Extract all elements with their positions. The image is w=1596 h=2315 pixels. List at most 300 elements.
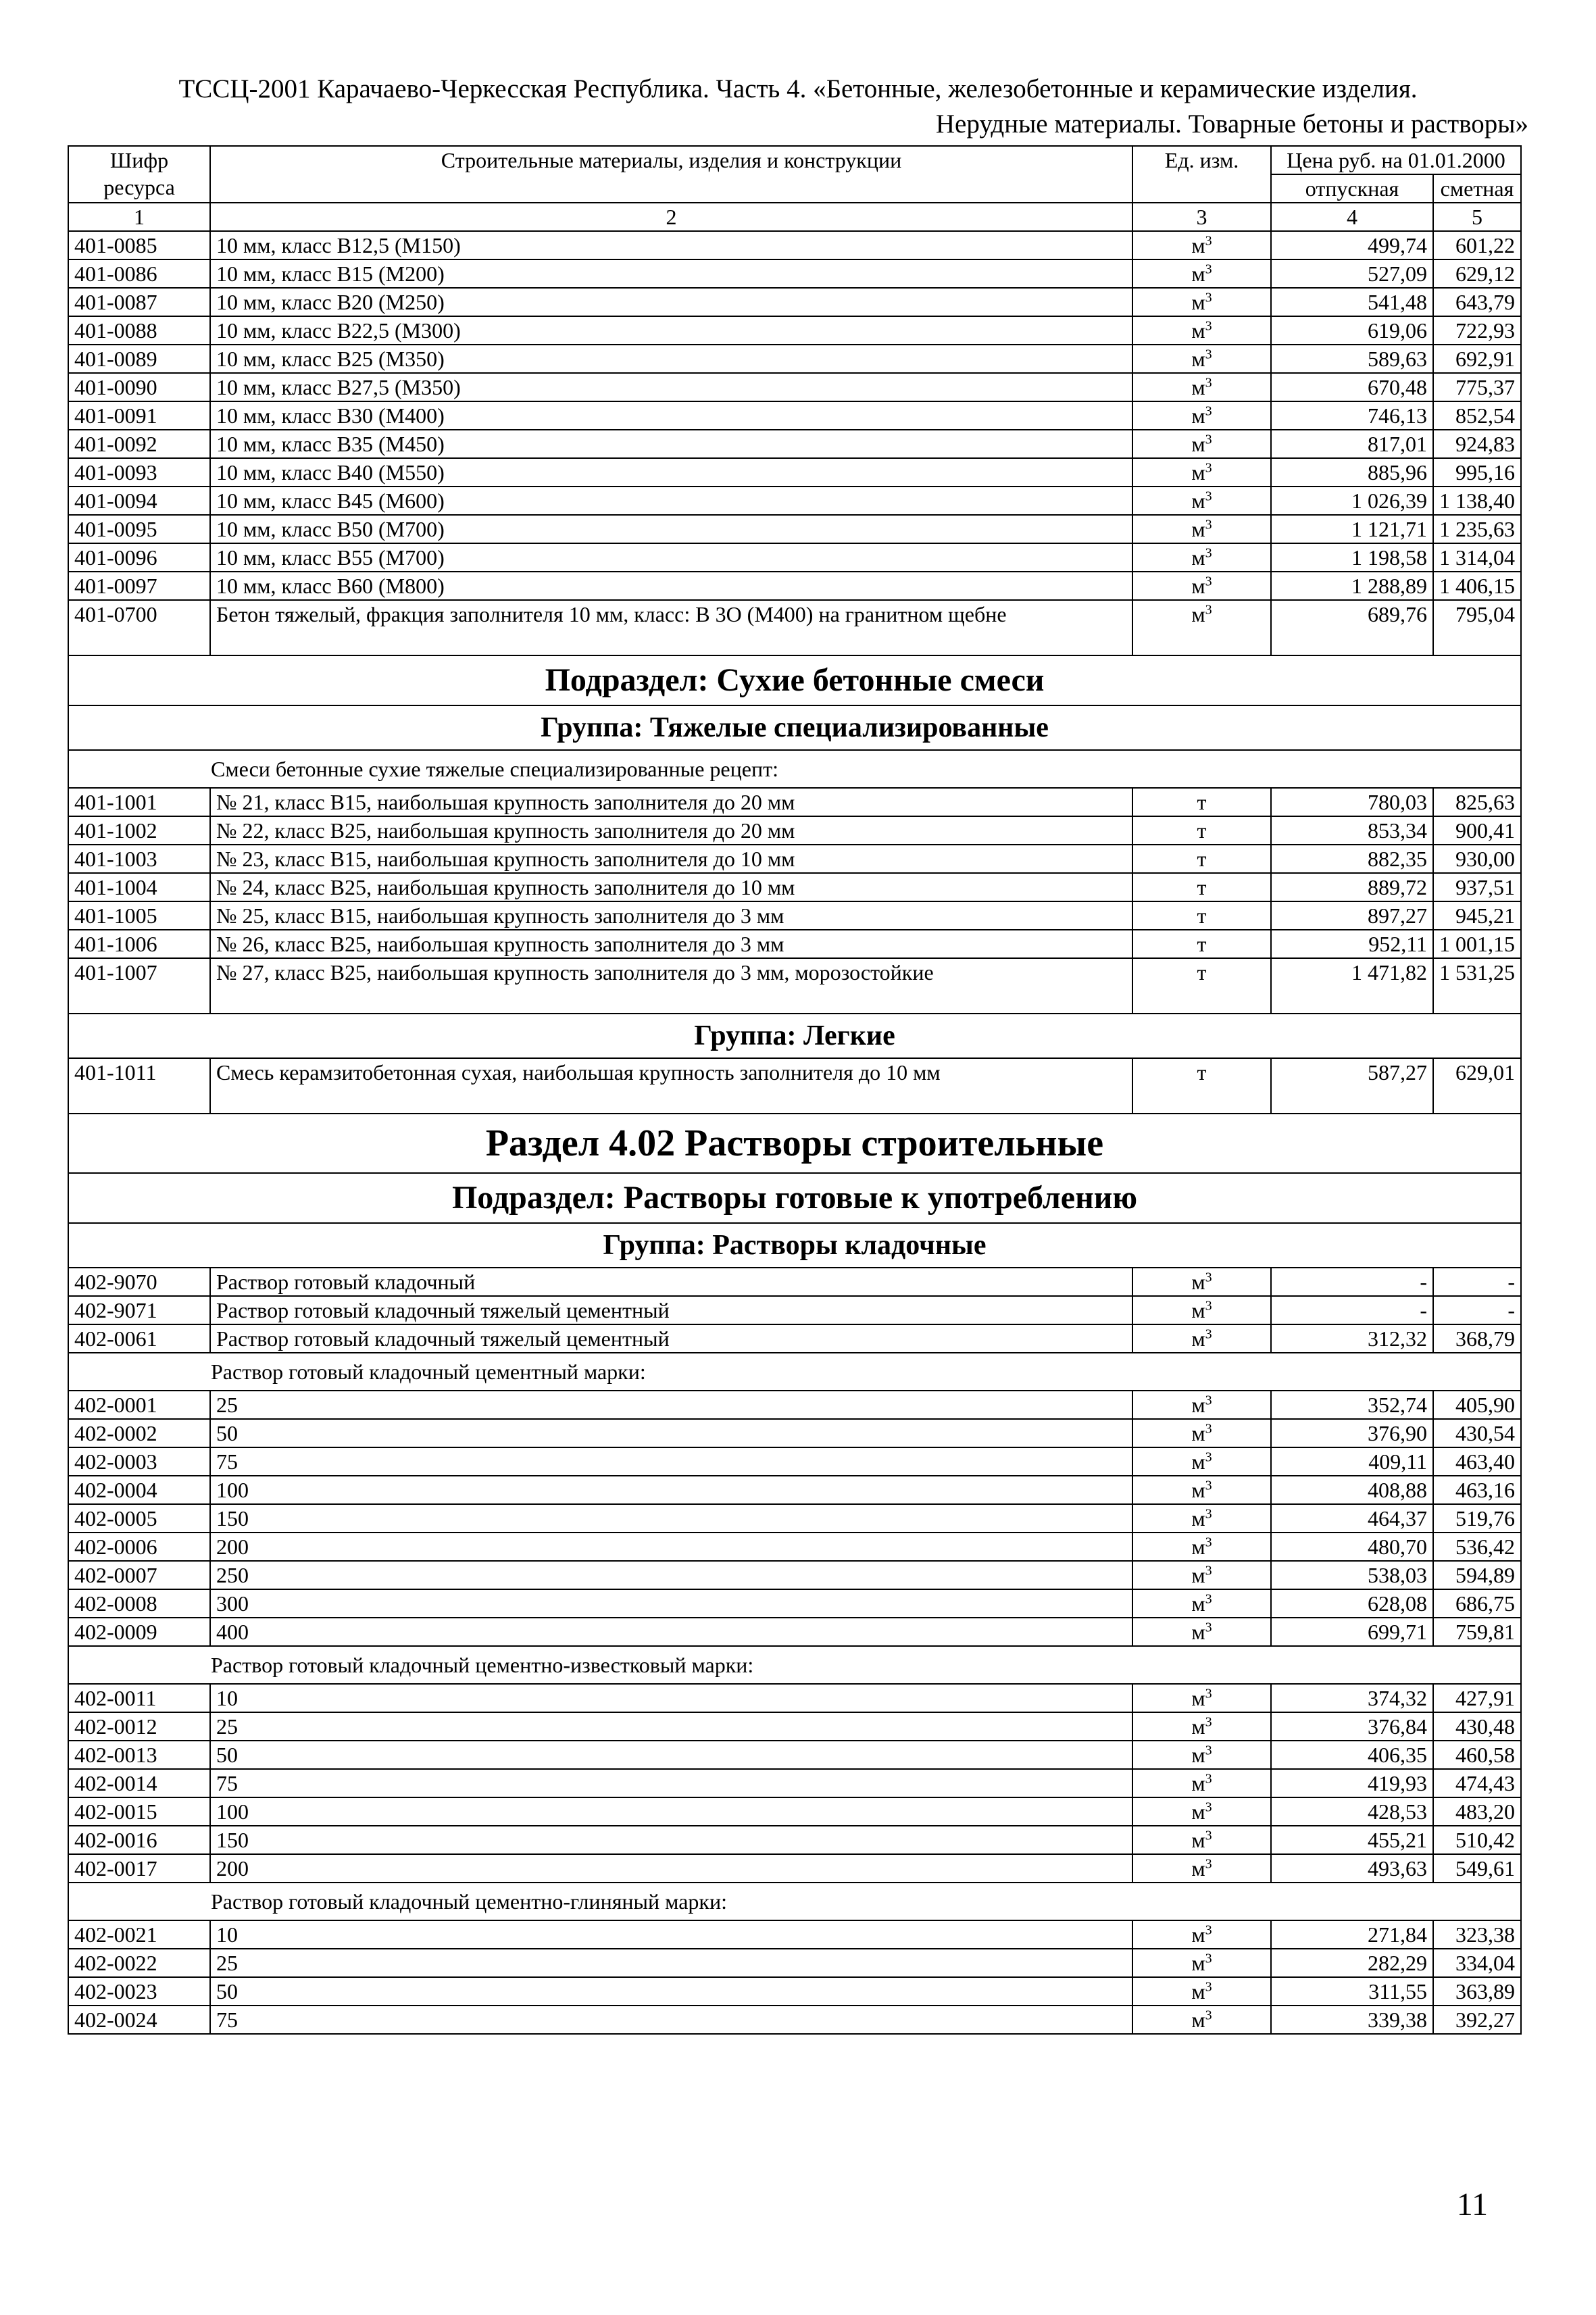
unit-sup: 3	[1205, 290, 1212, 305]
resource-code: 402-0003	[68, 1447, 210, 1476]
unit-base: м	[1191, 1799, 1205, 1824]
estimate-price: 1 406,15	[1433, 572, 1521, 600]
unit-base: м	[1191, 545, 1205, 570]
release-price: 1 121,71	[1271, 515, 1433, 543]
estimate-price: 474,43	[1433, 1769, 1521, 1797]
estimate-price: 334,04	[1433, 1949, 1521, 1977]
unit-base: м	[1191, 233, 1205, 257]
material-name: Раствор готовый кладочный тяжелый цементный	[210, 1296, 1132, 1324]
table-row	[68, 845, 1521, 873]
unit-base: м	[1191, 1393, 1205, 1417]
unit	[1132, 1769, 1271, 1797]
table-row	[68, 1391, 1521, 1419]
resource-code: 401-1004	[68, 873, 210, 901]
table-row	[68, 1561, 1521, 1589]
resource-code: 401-0093	[68, 458, 210, 487]
estimate-price: 825,63	[1433, 788, 1521, 816]
unit	[1132, 345, 1271, 373]
release-price: 339,38	[1271, 2006, 1433, 2034]
unit-base: м	[1191, 1743, 1205, 1767]
estimate-price: 594,89	[1433, 1561, 1521, 1589]
unit	[1132, 2006, 1271, 2034]
unit-sup: 3	[1205, 1393, 1212, 1408]
unit-base: м	[1191, 1979, 1205, 2003]
material-name: 10 мм, класс В25 (М350)	[210, 345, 1132, 373]
unit-sup: 3	[1205, 1620, 1212, 1635]
material-name: 150	[210, 1826, 1132, 1854]
table-row	[68, 1533, 1521, 1561]
resource-code: 401-0088	[68, 316, 210, 345]
group-title: Группа: Растворы кладочные	[68, 1223, 1521, 1268]
resource-code: 402-0001	[68, 1391, 210, 1419]
resource-code: 401-0095	[68, 515, 210, 543]
unit	[1132, 1618, 1271, 1646]
unit: т	[1132, 816, 1271, 845]
table-row	[68, 1741, 1521, 1769]
release-price: 499,74	[1271, 231, 1433, 259]
unit	[1132, 1447, 1271, 1476]
material-name: 10	[210, 1920, 1132, 1949]
unit-base: м	[1191, 318, 1205, 343]
estimate-price: 430,48	[1433, 1712, 1521, 1741]
estimate-price: 795,04	[1433, 600, 1521, 655]
unit-base: м	[1191, 602, 1205, 626]
release-price: 882,35	[1271, 845, 1433, 873]
unit-base: м	[1191, 1828, 1205, 1852]
material-name: Раствор готовый кладочный	[210, 1268, 1132, 1296]
estimate-price: 629,01	[1433, 1058, 1521, 1114]
unit-base: м	[1191, 574, 1205, 598]
material-name: № 21, класс В15, наибольшая крупность заполнителя до 20 мм	[210, 788, 1132, 816]
estimate-price: 937,51	[1433, 873, 1521, 901]
col-number: 5	[1433, 203, 1521, 231]
release-price: 408,88	[1271, 1476, 1433, 1504]
unit-sup: 3	[1205, 545, 1212, 561]
release-price: 670,48	[1271, 373, 1433, 401]
unit-sup: 3	[1205, 602, 1212, 618]
unit-base: м	[1191, 460, 1205, 484]
col-number: 1	[68, 203, 210, 231]
table-row	[68, 1920, 1521, 1949]
release-price: 897,27	[1271, 901, 1433, 930]
col-header-name: Строительные материалы, изделия и конструкции	[210, 146, 1132, 203]
estimate-price: 363,89	[1433, 1977, 1521, 2006]
unit-base: м	[1191, 1270, 1205, 1294]
release-price: 589,63	[1271, 345, 1433, 373]
release-price: 817,01	[1271, 430, 1433, 458]
table-row	[68, 1324, 1521, 1353]
table-row	[68, 1296, 1521, 1324]
unit-sup: 3	[1205, 460, 1212, 476]
unit-sup: 3	[1205, 1326, 1212, 1342]
estimate-price: 924,83	[1433, 430, 1521, 458]
estimate-price: 368,79	[1433, 1324, 1521, 1353]
release-price: 352,74	[1271, 1391, 1433, 1419]
table-row	[68, 1589, 1521, 1618]
table-row	[68, 1058, 1521, 1114]
col-header-release: отпускная	[1271, 174, 1433, 203]
col-header-estimate: сметная	[1433, 174, 1521, 203]
col-number: 2	[210, 203, 1132, 231]
release-price: 1 198,58	[1271, 543, 1433, 572]
unit	[1132, 316, 1271, 345]
group-title: Группа: Тяжелые специализированные	[68, 705, 1521, 750]
material-name: № 25, класс В15, наибольшая крупность заполнителя до 3 мм	[210, 901, 1132, 930]
material-name: 25	[210, 1391, 1132, 1419]
release-price: 406,35	[1271, 1741, 1433, 1769]
unit-sup: 3	[1205, 1535, 1212, 1550]
table-row	[68, 1949, 1521, 1977]
unit	[1132, 1561, 1271, 1589]
material-name: № 22, класс В25, наибольшая крупность заполнителя до 20 мм	[210, 816, 1132, 845]
resource-code: 401-0097	[68, 572, 210, 600]
table-row	[68, 430, 1521, 458]
table-row	[68, 316, 1521, 345]
unit	[1132, 1504, 1271, 1533]
release-price: 1 288,89	[1271, 572, 1433, 600]
release-price: 541,48	[1271, 288, 1433, 316]
unit	[1132, 1296, 1271, 1324]
unit: т	[1132, 958, 1271, 1014]
resource-code: 401-0091	[68, 401, 210, 430]
unit-base: м	[1191, 1922, 1205, 1947]
group-lead-text: Раствор готовый кладочный цементно-глиняный марки:	[68, 1883, 1521, 1920]
unit	[1132, 458, 1271, 487]
unit-sup: 3	[1205, 2008, 1212, 2023]
material-name: Бетон тяжелый, фракция заполнителя 10 мм, класс: В 3О (М400) на гранитном щебне	[210, 600, 1132, 655]
material-name: Смесь керамзитобетонная сухая, наибольшая крупность заполнителя до 10 мм	[210, 1058, 1132, 1114]
resource-code: 402-0016	[68, 1826, 210, 1854]
group-title: Группа: Легкие	[68, 1014, 1521, 1058]
release-price: 780,03	[1271, 788, 1433, 816]
unit-base: м	[1191, 1856, 1205, 1881]
material-name: 10 мм, класс В40 (М550)	[210, 458, 1132, 487]
table-row	[68, 231, 1521, 259]
table-row	[68, 259, 1521, 288]
unit	[1132, 231, 1271, 259]
unit-base: м	[1191, 1535, 1205, 1559]
unit	[1132, 1419, 1271, 1447]
release-price: 1 026,39	[1271, 487, 1433, 515]
unit-base: м	[1191, 1771, 1205, 1795]
unit-sup: 3	[1205, 574, 1212, 589]
material-name: 400	[210, 1618, 1132, 1646]
table-row	[68, 816, 1521, 845]
unit	[1132, 1977, 1271, 2006]
unit-base: м	[1191, 1686, 1205, 1710]
unit-base: м	[1191, 1714, 1205, 1739]
unit-sup: 3	[1205, 517, 1212, 532]
unit-sup: 3	[1205, 1922, 1212, 1938]
table-row	[68, 401, 1521, 430]
unit	[1132, 373, 1271, 401]
subsection-title: Подраздел: Растворы готовые к употреблению	[68, 1173, 1521, 1223]
table-row	[68, 1826, 1521, 1854]
resource-code: 402-0011	[68, 1684, 210, 1712]
unit: т	[1132, 1058, 1271, 1114]
unit	[1132, 1920, 1271, 1949]
release-price: 409,11	[1271, 1447, 1433, 1476]
unit	[1132, 1589, 1271, 1618]
table-row	[68, 288, 1521, 316]
estimate-price: 900,41	[1433, 816, 1521, 845]
material-name: 50	[210, 1977, 1132, 2006]
unit-base: м	[1191, 1951, 1205, 1975]
estimate-price: 405,90	[1433, 1391, 1521, 1419]
estimate-price: 1 531,25	[1433, 958, 1521, 1014]
page-header	[68, 72, 1528, 142]
table-row	[68, 873, 1521, 901]
table-row	[68, 572, 1521, 600]
unit	[1132, 1268, 1271, 1296]
unit	[1132, 401, 1271, 430]
material-name: 250	[210, 1561, 1132, 1589]
unit-base: м	[1191, 1506, 1205, 1530]
unit-sup: 3	[1205, 1478, 1212, 1493]
release-price: 428,53	[1271, 1797, 1433, 1826]
unit-sup: 3	[1205, 432, 1212, 447]
release-price: 374,32	[1271, 1684, 1433, 1712]
unit: т	[1132, 873, 1271, 901]
estimate-price: 601,22	[1433, 231, 1521, 259]
unit-sup: 3	[1205, 347, 1212, 362]
estimate-price: 510,42	[1433, 1826, 1521, 1854]
estimate-price: 629,12	[1433, 259, 1521, 288]
unit-sup: 3	[1205, 489, 1212, 504]
estimate-price: 536,42	[1433, 1533, 1521, 1561]
table-row	[68, 1504, 1521, 1533]
material-name: № 23, класс В15, наибольшая крупность заполнителя до 10 мм	[210, 845, 1132, 873]
release-price: 271,84	[1271, 1920, 1433, 1949]
material-name: 200	[210, 1854, 1132, 1883]
group-lead-text: Смеси бетонные сухие тяжелые специализированные рецепт:	[68, 750, 1521, 788]
estimate-price: 463,16	[1433, 1476, 1521, 1504]
release-price: 885,96	[1271, 458, 1433, 487]
table-row	[68, 1447, 1521, 1476]
estimate-price: 945,21	[1433, 901, 1521, 930]
unit	[1132, 1741, 1271, 1769]
table-row	[68, 1854, 1521, 1883]
release-price: 746,13	[1271, 401, 1433, 430]
table-row	[68, 600, 1521, 655]
release-price: 311,55	[1271, 1977, 1433, 2006]
material-name: 10 мм, класс В27,5 (М350)	[210, 373, 1132, 401]
resource-code: 401-0094	[68, 487, 210, 515]
release-price: 538,03	[1271, 1561, 1433, 1589]
unit	[1132, 543, 1271, 572]
estimate-price: -	[1433, 1268, 1521, 1296]
unit	[1132, 1797, 1271, 1826]
resource-code: 401-0085	[68, 231, 210, 259]
resource-code: 402-0022	[68, 1949, 210, 1977]
unit-sup: 3	[1205, 1714, 1212, 1730]
release-price: 527,09	[1271, 259, 1433, 288]
release-price: 493,63	[1271, 1854, 1433, 1883]
price-table	[68, 145, 1522, 2035]
table-row	[68, 1769, 1521, 1797]
estimate-price: 549,61	[1433, 1854, 1521, 1883]
estimate-price: 1 235,63	[1433, 515, 1521, 543]
material-name: 200	[210, 1533, 1132, 1561]
estimate-price: 1 001,15	[1433, 930, 1521, 958]
unit-sup: 3	[1205, 1856, 1212, 1872]
unit-sup: 3	[1205, 1743, 1212, 1758]
estimate-price: 930,00	[1433, 845, 1521, 873]
material-name: 50	[210, 1419, 1132, 1447]
unit-base: м	[1191, 1591, 1205, 1616]
resource-code: 401-0086	[68, 259, 210, 288]
table-row	[68, 543, 1521, 572]
material-name: 10 мм, класс В12,5 (М150)	[210, 231, 1132, 259]
unit-base: м	[1191, 1326, 1205, 1351]
estimate-price: 775,37	[1433, 373, 1521, 401]
unit	[1132, 1391, 1271, 1419]
material-name: 75	[210, 1447, 1132, 1476]
section-title: Раздел 4.02 Растворы строительные	[68, 1114, 1521, 1173]
unit-base: м	[1191, 1449, 1205, 1474]
material-name: 10	[210, 1684, 1132, 1712]
unit-base: м	[1191, 1563, 1205, 1587]
resource-code: 402-0005	[68, 1504, 210, 1533]
unit: т	[1132, 845, 1271, 873]
estimate-price: 692,91	[1433, 345, 1521, 373]
unit-base: м	[1191, 347, 1205, 371]
material-name: 50	[210, 1741, 1132, 1769]
unit-base: м	[1191, 489, 1205, 513]
resource-code: 401-1001	[68, 788, 210, 816]
resource-code: 402-0012	[68, 1712, 210, 1741]
table-row	[68, 1712, 1521, 1741]
material-name: 10 мм, класс В35 (М450)	[210, 430, 1132, 458]
group-lead-text: Раствор готовый кладочный цементный марки:	[68, 1353, 1521, 1391]
estimate-price: 519,76	[1433, 1504, 1521, 1533]
unit	[1132, 1684, 1271, 1712]
page-number: 11	[1456, 2187, 1488, 2222]
resource-code: 402-9071	[68, 1296, 210, 1324]
unit-sup: 3	[1205, 233, 1212, 249]
release-price: 952,11	[1271, 930, 1433, 958]
release-price: 312,32	[1271, 1324, 1433, 1353]
estimate-price: 852,54	[1433, 401, 1521, 430]
estimate-price: 392,27	[1433, 2006, 1521, 2034]
estimate-price: 460,58	[1433, 1741, 1521, 1769]
resource-code: 402-9070	[68, 1268, 210, 1296]
unit	[1132, 259, 1271, 288]
unit	[1132, 1533, 1271, 1561]
material-name: 100	[210, 1797, 1132, 1826]
resource-code: 402-0017	[68, 1854, 210, 1883]
estimate-price: 686,75	[1433, 1589, 1521, 1618]
unit-sup: 3	[1205, 1979, 1212, 1995]
unit-sup: 3	[1205, 1799, 1212, 1815]
material-name: № 27, класс В25, наибольшая крупность заполнителя до 3 мм, морозостойкие	[210, 958, 1132, 1014]
estimate-price: 463,40	[1433, 1447, 1521, 1476]
unit	[1132, 487, 1271, 515]
table-row	[68, 1419, 1521, 1447]
resource-code: 402-0024	[68, 2006, 210, 2034]
unit: т	[1132, 901, 1271, 930]
unit-base: м	[1191, 1421, 1205, 1445]
resource-code: 402-0004	[68, 1476, 210, 1504]
col-number: 4	[1271, 203, 1433, 231]
resource-code: 402-0008	[68, 1589, 210, 1618]
resource-code: 401-0087	[68, 288, 210, 316]
resource-code: 401-1007	[68, 958, 210, 1014]
material-name: 25	[210, 1712, 1132, 1741]
unit	[1132, 600, 1271, 655]
table-row	[68, 2006, 1521, 2034]
unit-sup: 3	[1205, 318, 1212, 334]
table-row	[68, 1977, 1521, 2006]
unit	[1132, 430, 1271, 458]
release-price: 1 471,82	[1271, 958, 1433, 1014]
col-header-code: Шифр ресурса	[68, 146, 210, 203]
material-name: 10 мм, класс В15 (М200)	[210, 259, 1132, 288]
unit-base: м	[1191, 2008, 1205, 2032]
table-row	[68, 1797, 1521, 1826]
material-name: Раствор готовый кладочный тяжелый цементный	[210, 1324, 1132, 1353]
release-price: -	[1271, 1268, 1433, 1296]
unit	[1132, 1324, 1271, 1353]
unit-sup: 3	[1205, 1686, 1212, 1701]
unit-base: м	[1191, 262, 1205, 286]
unit	[1132, 1712, 1271, 1741]
unit-base: м	[1191, 1620, 1205, 1644]
resource-code: 401-1002	[68, 816, 210, 845]
unit-sup: 3	[1205, 1506, 1212, 1522]
resource-code: 402-0013	[68, 1741, 210, 1769]
unit-sup: 3	[1205, 1771, 1212, 1787]
resource-code: 402-0007	[68, 1561, 210, 1589]
unit-sup: 3	[1205, 375, 1212, 391]
release-price: 282,29	[1271, 1949, 1433, 1977]
unit-sup: 3	[1205, 1828, 1212, 1843]
resource-code: 402-0009	[68, 1618, 210, 1646]
material-name: 100	[210, 1476, 1132, 1504]
column-numbers-row	[68, 203, 1521, 231]
estimate-price: 759,81	[1433, 1618, 1521, 1646]
release-price: 889,72	[1271, 873, 1433, 901]
group-lead-text: Раствор готовый кладочный цементно-известковый марки:	[68, 1646, 1521, 1684]
resource-code: 401-0090	[68, 373, 210, 401]
unit-sup: 3	[1205, 262, 1212, 277]
unit-base: м	[1191, 403, 1205, 428]
material-name: 75	[210, 1769, 1132, 1797]
table-row	[68, 1684, 1521, 1712]
release-price: 419,93	[1271, 1769, 1433, 1797]
release-price: 587,27	[1271, 1058, 1433, 1114]
material-name: 150	[210, 1504, 1132, 1533]
estimate-price: -	[1433, 1296, 1521, 1324]
resource-code: 402-0006	[68, 1533, 210, 1561]
table-row	[68, 930, 1521, 958]
material-name: 10 мм, класс В22,5 (М300)	[210, 316, 1132, 345]
col-header-unit: Ед. изм.	[1132, 146, 1271, 203]
material-name: № 26, класс В25, наибольшая крупность заполнителя до 3 мм	[210, 930, 1132, 958]
unit: т	[1132, 788, 1271, 816]
unit-sup: 3	[1205, 1951, 1212, 1966]
unit-sup: 3	[1205, 403, 1212, 419]
unit	[1132, 515, 1271, 543]
estimate-price: 323,38	[1433, 1920, 1521, 1949]
release-price: 376,90	[1271, 1419, 1433, 1447]
release-price: 628,08	[1271, 1589, 1433, 1618]
header-line-1: ТССЦ-2001 Карачаево-Черкесская Республика. Часть 4. «Бетонные, железобетонные и керамические изделия.	[178, 74, 1418, 103]
material-name: 25	[210, 1949, 1132, 1977]
resource-code: 402-0014	[68, 1769, 210, 1797]
unit	[1132, 1476, 1271, 1504]
table-row	[68, 345, 1521, 373]
